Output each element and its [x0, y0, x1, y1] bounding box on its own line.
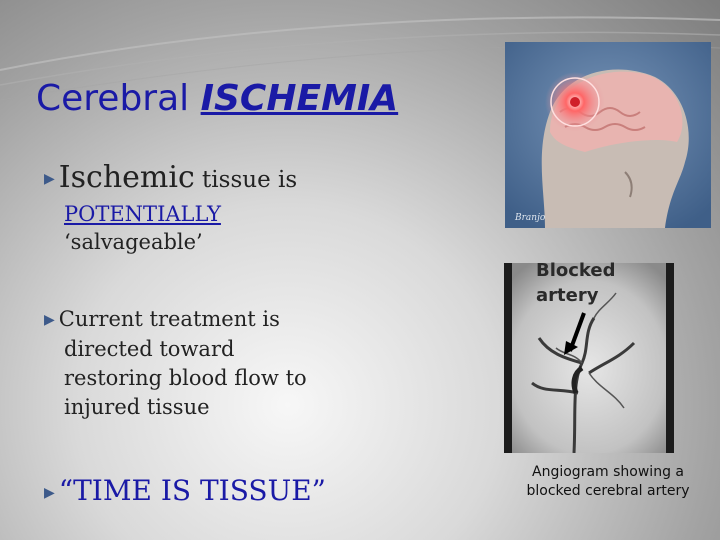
- bullet-icon: ▶: [44, 171, 55, 187]
- bullet-treatment: [44, 305, 344, 422]
- bullet2-line2: directed toward: [64, 337, 235, 361]
- bullet-ischemic: [44, 160, 297, 195]
- bullet2-line3: restoring blood flow to: [64, 366, 307, 390]
- angio-label-line1: Blocked: [536, 260, 616, 281]
- bullet1-continuation: [64, 200, 221, 256]
- brain-illustration-icon: [505, 42, 711, 228]
- angio-label-line2: artery: [536, 285, 599, 306]
- signature-text: Branjo: [515, 213, 546, 223]
- bullet1-salvageable: ‘salvageable’: [64, 230, 203, 254]
- caption-line1: Angiogram showing a: [532, 464, 684, 480]
- angiogram-caption: [508, 463, 708, 501]
- angiogram-label: [536, 258, 616, 308]
- title-emphasis: ISCHEMIA: [200, 78, 399, 119]
- bullet2-line1: Current treatment is: [58, 307, 280, 331]
- bullet1-small-text: tissue is: [194, 167, 298, 193]
- bullet2-line4: injured tissue: [64, 395, 210, 419]
- title-plain: Cerebral: [36, 78, 201, 119]
- bullet1-big-text: Ischemic: [58, 160, 195, 195]
- bullet-time-is-tissue: [44, 474, 326, 507]
- caption-line2: blocked cerebral artery: [526, 483, 690, 499]
- bullet3-text: “TIME IS TISSUE”: [58, 474, 326, 507]
- bullet-icon: ▶: [44, 484, 55, 501]
- bullet1-potentially: POTENTIALLY: [64, 202, 221, 226]
- slide-title: [36, 78, 398, 119]
- bullet-icon: ▶: [44, 312, 55, 328]
